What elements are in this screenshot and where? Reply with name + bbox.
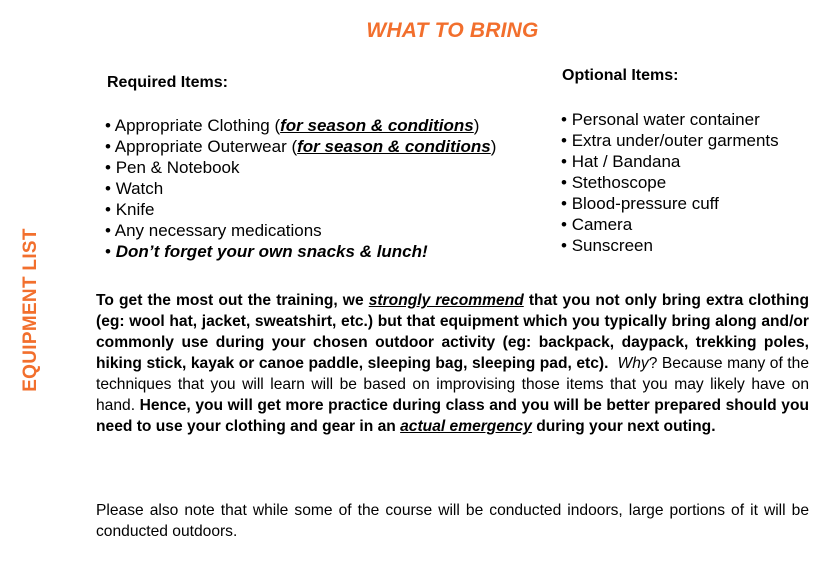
para-emphasis: actual emergency: [400, 418, 532, 435]
item-text: Pen & Notebook: [115, 158, 240, 177]
item-text: Hat / Bandana: [571, 152, 681, 171]
list-item: • Don’t forget your own snacks & lunch!: [105, 242, 428, 261]
item-text: Knife: [115, 200, 155, 219]
para-text: that you not only bring extra clothing (eg: wool hat, jacket, sweatshirt, etc.) but that equipment which you typically bring along and/or commonly use during your chosen outdoor activity (eg: backpack, daypack, trekking poles, hiking stick, kayak or canoe paddle, sleeping bag, sleeping pad, etc).: [96, 292, 809, 372]
list-item: • Appropriate Clothing (for season & conditions): [105, 116, 480, 135]
item-text: Extra under/outer garments: [571, 131, 779, 150]
list-item: • Blood-pressure cuff: [561, 194, 719, 213]
list-item: • Pen & Notebook: [105, 158, 240, 177]
list-item: • Extra under/outer garments: [561, 131, 779, 150]
para-emphasis: strongly recommend: [368, 292, 524, 309]
required-items-heading: Required Items:: [107, 74, 228, 91]
item-text: Watch: [115, 179, 164, 198]
item-text: Don’t forget your own snacks & lunch!: [115, 242, 428, 261]
item-text: Any necessary medications: [114, 221, 322, 240]
item-note: for season & conditions: [280, 116, 474, 135]
list-item: • Stethoscope: [561, 173, 667, 192]
indoor-outdoor-note-paragraph: Please also note that while some of the course will be conducted indoors, large portions of it will be conducted outdoors.: [96, 502, 809, 540]
page-title: WHAT TO BRING: [366, 19, 539, 42]
item-text: Appropriate Outerwear (: [114, 137, 298, 156]
para-text: ? Because many of the techniques that you will learn will be based on improvising those items that you may likely have on hand.: [96, 355, 809, 414]
item-note: for season & conditions: [297, 137, 491, 156]
list-item: • Any necessary medications: [105, 221, 322, 240]
list-item: • Sunscreen: [561, 236, 653, 255]
item-close: ): [490, 137, 497, 156]
list-item: • Hat / Bandana: [561, 152, 681, 171]
item-close: ): [473, 116, 480, 135]
list-item: • Personal water container: [561, 110, 760, 129]
item-text: Stethoscope: [571, 173, 667, 192]
optional-items-list: [561, 109, 779, 256]
item-text: Appropriate Clothing (: [114, 116, 281, 135]
required-items-list: [105, 115, 496, 262]
para-text: during your next outing.: [531, 418, 716, 435]
list-item: • Knife: [105, 200, 155, 219]
list-item: • Camera: [561, 215, 633, 234]
item-text: Blood-pressure cuff: [571, 194, 719, 213]
training-recommendation-paragraph: [96, 290, 809, 437]
list-item: • Appropriate Outerwear (for season & conditions): [105, 137, 497, 156]
list-item: • Watch: [105, 179, 164, 198]
equipment-list-side-label: EQUIPMENT LIST: [20, 228, 41, 392]
item-text: Camera: [571, 215, 633, 234]
para-text: To get the most out the training, we: [96, 292, 369, 309]
item-text: Sunscreen: [571, 236, 653, 255]
para-why: Why: [617, 355, 649, 372]
item-text: Personal water container: [571, 110, 760, 129]
para-text: Hence, you will get more practice during class and you will be better prepared should you need to use your clothing and gear in an: [96, 397, 810, 435]
optional-items-heading: Optional Items:: [562, 67, 679, 84]
